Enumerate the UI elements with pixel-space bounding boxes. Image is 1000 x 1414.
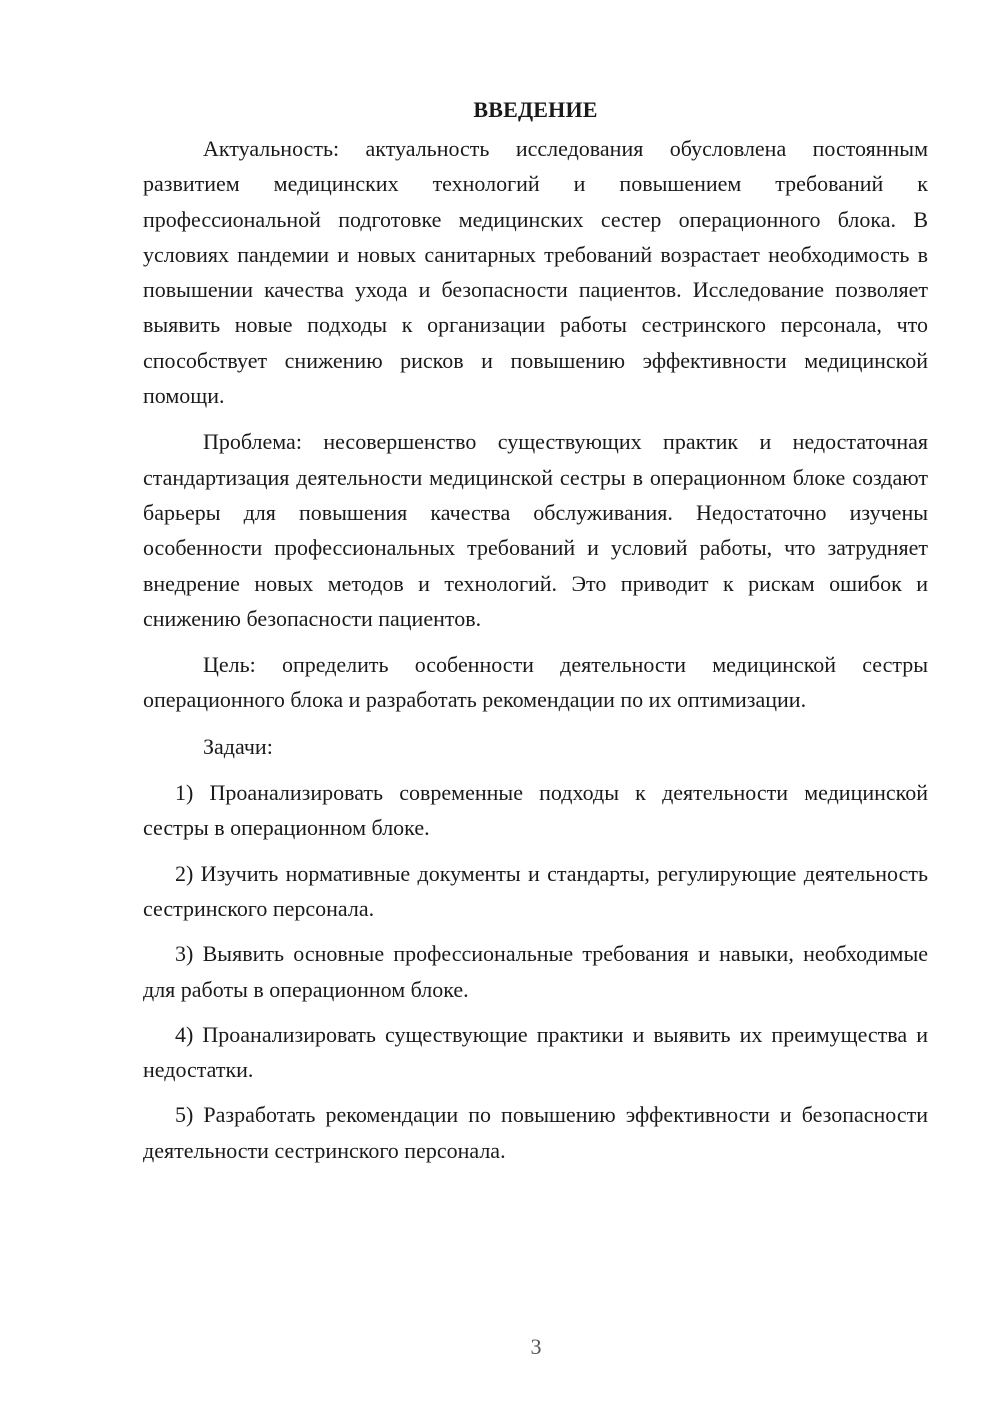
document-page [143,92,928,1178]
task-list [143,775,928,1168]
page-number: 3 [530,1334,542,1359]
goal-paragraph: Цель: определить особенности деятельности медицинской сестры операционного блока и разработать рекомендации по их оптимизации. [143,652,928,713]
task-item: 4) Проанализировать существующие практики и выявить их преимущества и недостатки. [143,1021,928,1083]
tasks-title: Задачи: [203,733,273,759]
task-item: 1) Проанализировать современные подходы к деятельности медицинской сестры в операционном блоке. [143,780,928,841]
task-item: 3) Выявить основные профессиональные требования и навыки, необходимые для работы в операционном блоке. [143,941,928,1002]
task-item: 5) Разработать рекомендации по повышению эффективности и безопасности деятельности сестринского персонала. [143,1102,928,1163]
problem-paragraph: Проблема: несовершенство существующих практик и недостаточная стандартизация деятельности медицинской сестры в операционном блоке создают барьеры для повышения качества обслуживания. Недостаточно изучены особенности профессиональных требований и условий работы, что затрудняет внедрение новых методов и технологий. Это приводит к рискам ошибок и снижению безопасности пациентов. [143,429,928,631]
section-heading: ВВЕДЕНИЕ [473,97,598,122]
task-item: 2) Изучить нормативные документы и стандарты, регулирующие деятельность сестринского персонала. [143,860,928,921]
relevance-paragraph: Актуальность: актуальность исследования обусловлена постоянным развитием медицинских технологий и повышением требований к профессиональной подготовке медицинских сестер операционного блока. В условиях пандемии и новых санитарных требований возрастает необходимость в повышении качества ухода и безопасности пациентов. Исследование позволяет выявить новые подходы к организации работы сестринского персонала, что способствует снижению рисков и повышению эффективности медицинской помощи. [143,136,928,409]
